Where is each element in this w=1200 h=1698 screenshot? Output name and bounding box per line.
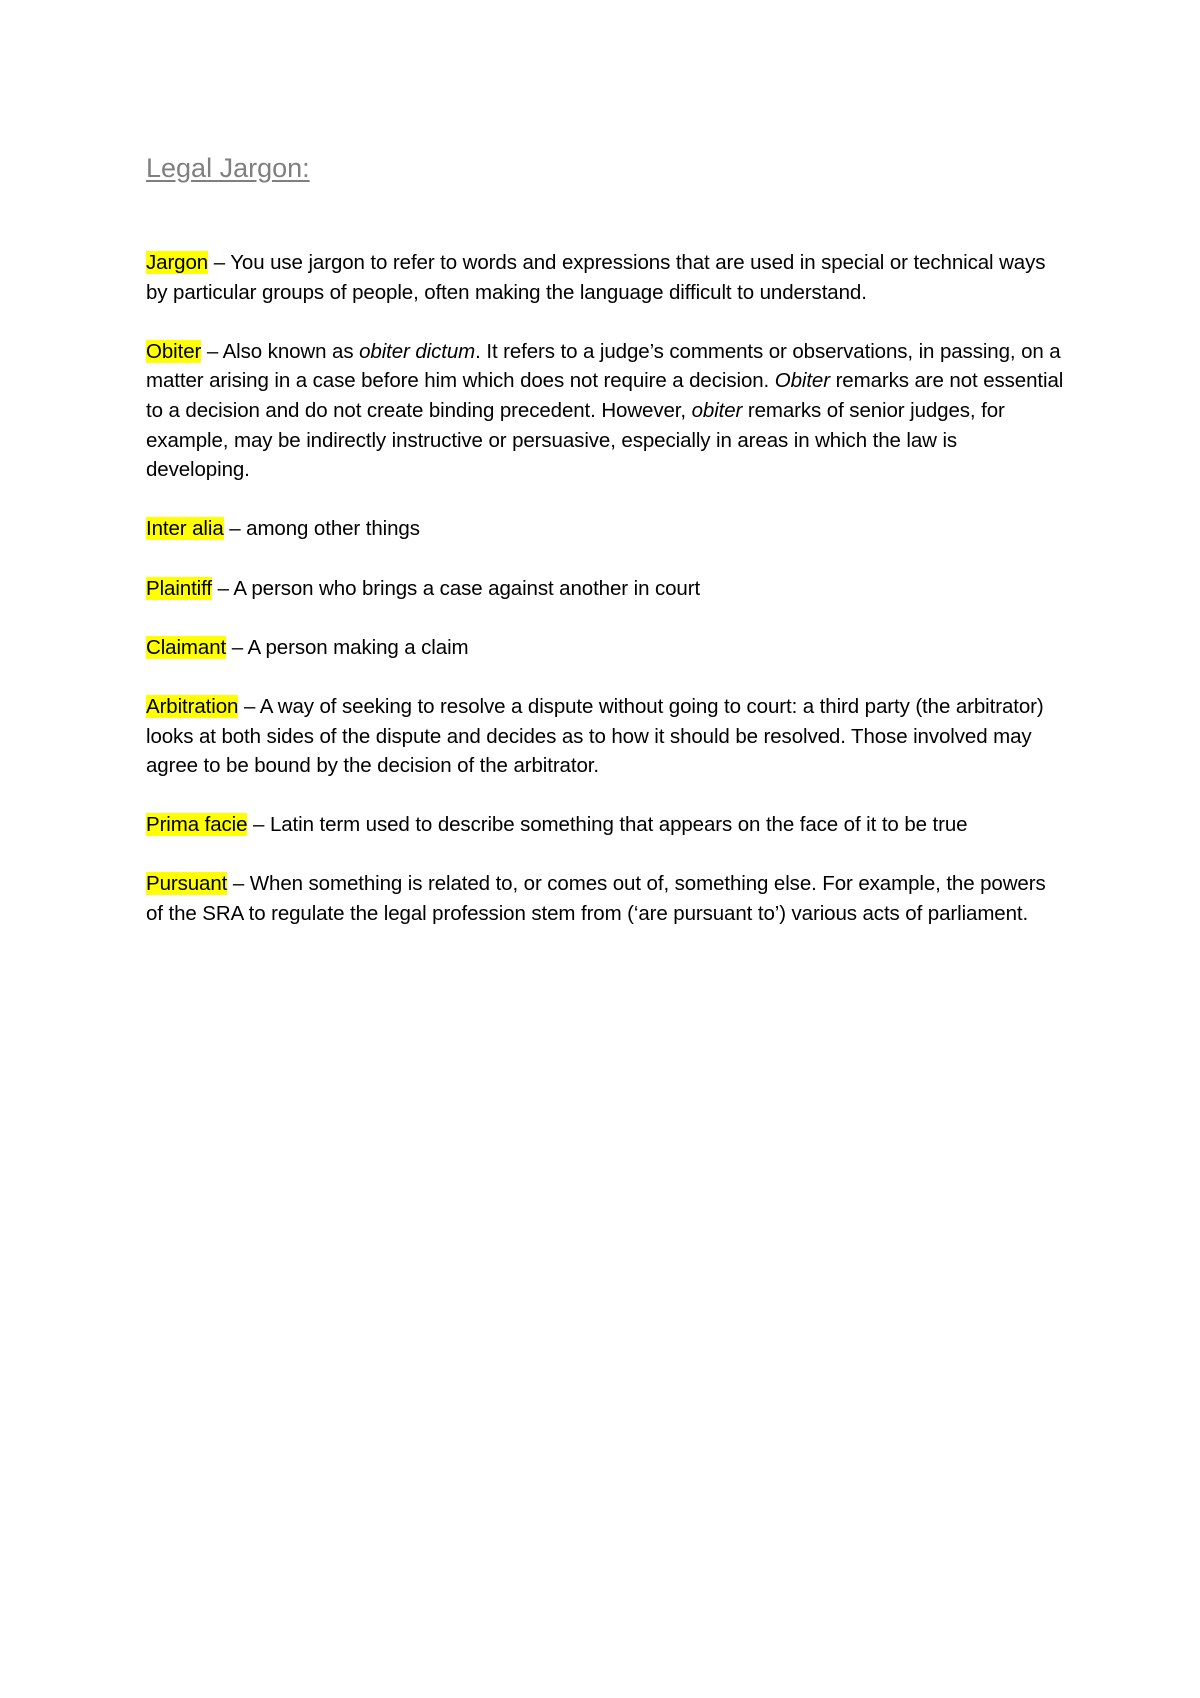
glossary-term: Prima facie [146, 813, 248, 837]
glossary-term: Plaintiff [146, 576, 212, 600]
glossary-entry-obiter [146, 337, 1066, 485]
glossary-term: Obiter [146, 339, 202, 363]
glossary-definition-part: remarks are not essential to a decision and do not create binding precedent. However, [146, 369, 1064, 422]
glossary-definition: A person who brings a case against another in court [233, 576, 701, 600]
glossary-term: Arbitration [146, 694, 239, 718]
glossary-definition-part: . It refers to a judge’s comments or observations, in passing, on a matter arising in a case before him which does not require a decision. [146, 339, 1061, 393]
glossary-entry-arbitration [146, 692, 1066, 781]
document-content [146, 148, 1066, 958]
glossary-term: Claimant [146, 635, 227, 659]
glossary-definition: You use jargon to refer to words and expressions that are used in special or technical ways by particular groups of people, often making the language difficult to understand. [146, 251, 1046, 304]
glossary-definition-part: Also known as [222, 339, 360, 363]
glossary-definition: Latin term used to describe something that appears on the face of it to be true [269, 813, 968, 837]
document-title: Legal Jargon: [146, 153, 310, 183]
glossary-term: Jargon [146, 251, 209, 274]
glossary-definition-italic: obiter [691, 398, 743, 422]
term-separator: – [247, 813, 270, 837]
glossary-entry-claimant [146, 633, 1066, 663]
glossary-term: Inter alia [146, 517, 224, 541]
glossary-definition: A person making a claim [247, 635, 469, 659]
glossary-term: Pursuant [146, 872, 228, 896]
term-separator: – [223, 517, 247, 541]
glossary-definition-italic: obiter dictum [359, 339, 476, 363]
glossary-entry-jargon [146, 248, 1066, 307]
term-separator: – [238, 694, 260, 718]
term-separator: – [201, 339, 223, 363]
glossary-entry-inter-alia [146, 514, 1066, 544]
glossary-definition: When something is related to, or comes out of, something else. For example, the powers of the SRA to regulate the legal profession stem from (‘are pursuant to’) various acts of parliament. [146, 872, 1046, 926]
term-separator: – [208, 251, 231, 274]
term-separator: – [211, 576, 234, 600]
glossary-definition: among other things [246, 517, 420, 541]
glossary-definition-italic: Obiter [774, 369, 830, 393]
glossary-definition-part: remarks of senior judges, for example, may be indirectly instructive or persuasive, especially in areas in which the law is developing. [146, 398, 1005, 482]
term-separator: – [226, 635, 248, 659]
glossary-entry-pursuant [146, 869, 1066, 928]
glossary-definition: A way of seeking to resolve a dispute without going to court: a third party (the arbitrator) looks at both sides of the dispute and decides as to how it should be resolved. Those involved may agree to be bound by the decision of the arbitrator. [146, 694, 1044, 778]
glossary-entry-plaintiff [146, 574, 1066, 604]
term-separator: – [227, 872, 250, 896]
glossary-entry-prima-facie [146, 810, 1066, 840]
